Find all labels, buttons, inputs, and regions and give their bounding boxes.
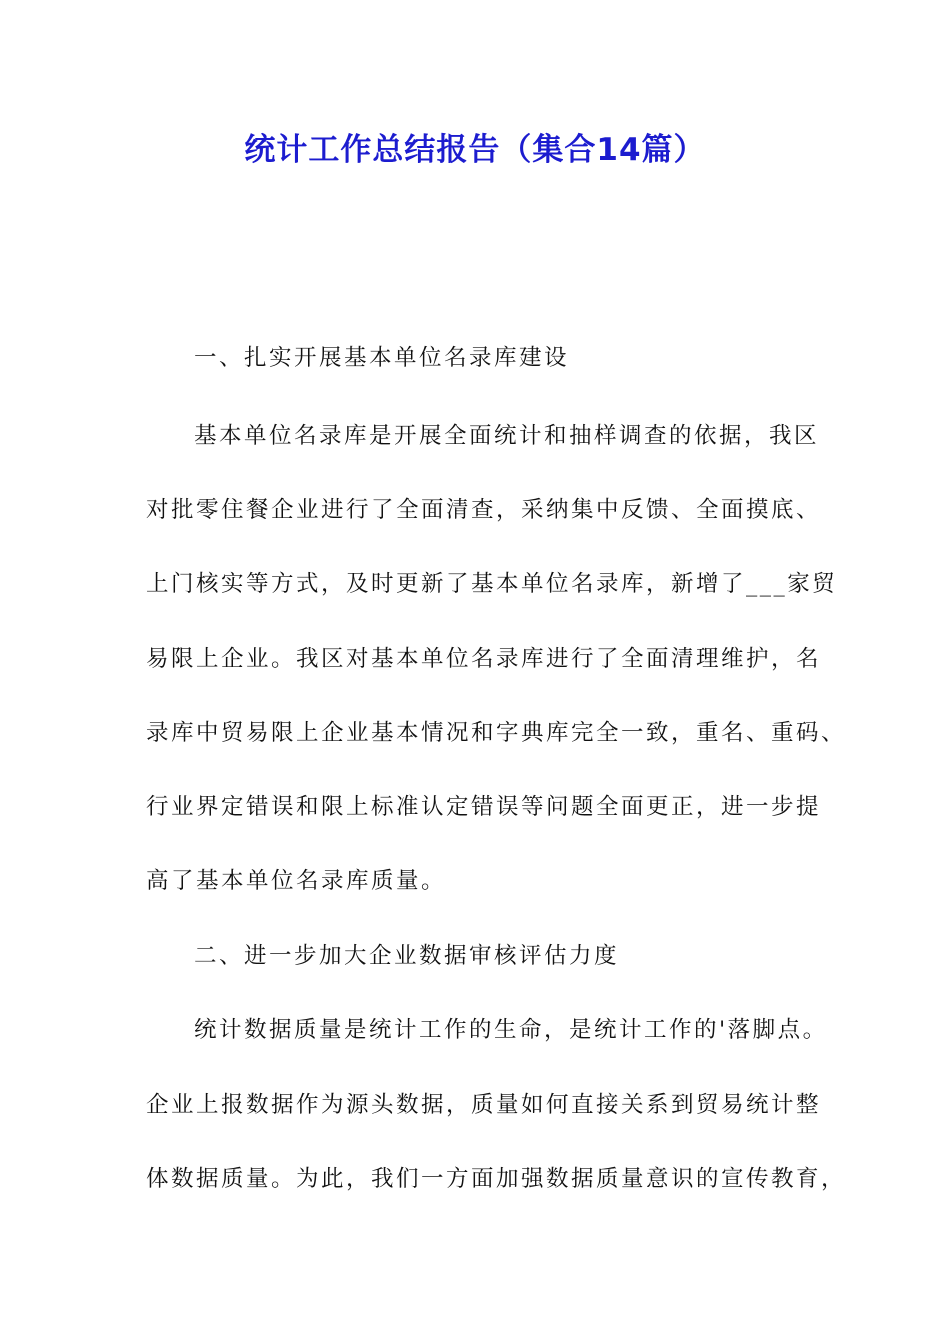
paragraph-line: 高了基本单位名录库质量。	[146, 868, 447, 894]
paragraph-line: 体数据质量。为此，我们一方面加强数据质量意识的宣传教育，	[146, 1166, 847, 1192]
paragraph-line: 行业界定错误和限上标准认定错误等问题全面更正，进一步提	[146, 794, 822, 820]
section-heading-1: 一、扎实开展基本单位名录库建设	[194, 345, 570, 371]
paragraph-line: 企业上报数据作为源头数据，质量如何直接关系到贸易统计整	[146, 1092, 822, 1118]
section-heading-2: 二、进一步加大企业数据审核评估力度	[194, 943, 620, 969]
paragraph-line: 录库中贸易限上企业基本情况和字典库完全一致，重名、重码、	[146, 720, 847, 746]
document-title: 统计工作总结报告（集合14篇）	[244, 132, 706, 168]
paragraph-line: 对批零住餐企业进行了全面清查，采纳集中反馈、全面摸底、	[146, 497, 822, 523]
paragraph-line: 上门核实等方式，及时更新了基本单位名录库，新增了___家贸	[146, 571, 838, 597]
paragraph-line: 基本单位名录库是开展全面统计和抽样调查的依据，我区	[194, 423, 820, 449]
paragraph-line: 易限上企业。我区对基本单位名录库进行了全面清理维护，名	[146, 646, 822, 672]
paragraph-line: 统计数据质量是统计工作的生命，是统计工作的'落脚点。	[194, 1017, 828, 1043]
